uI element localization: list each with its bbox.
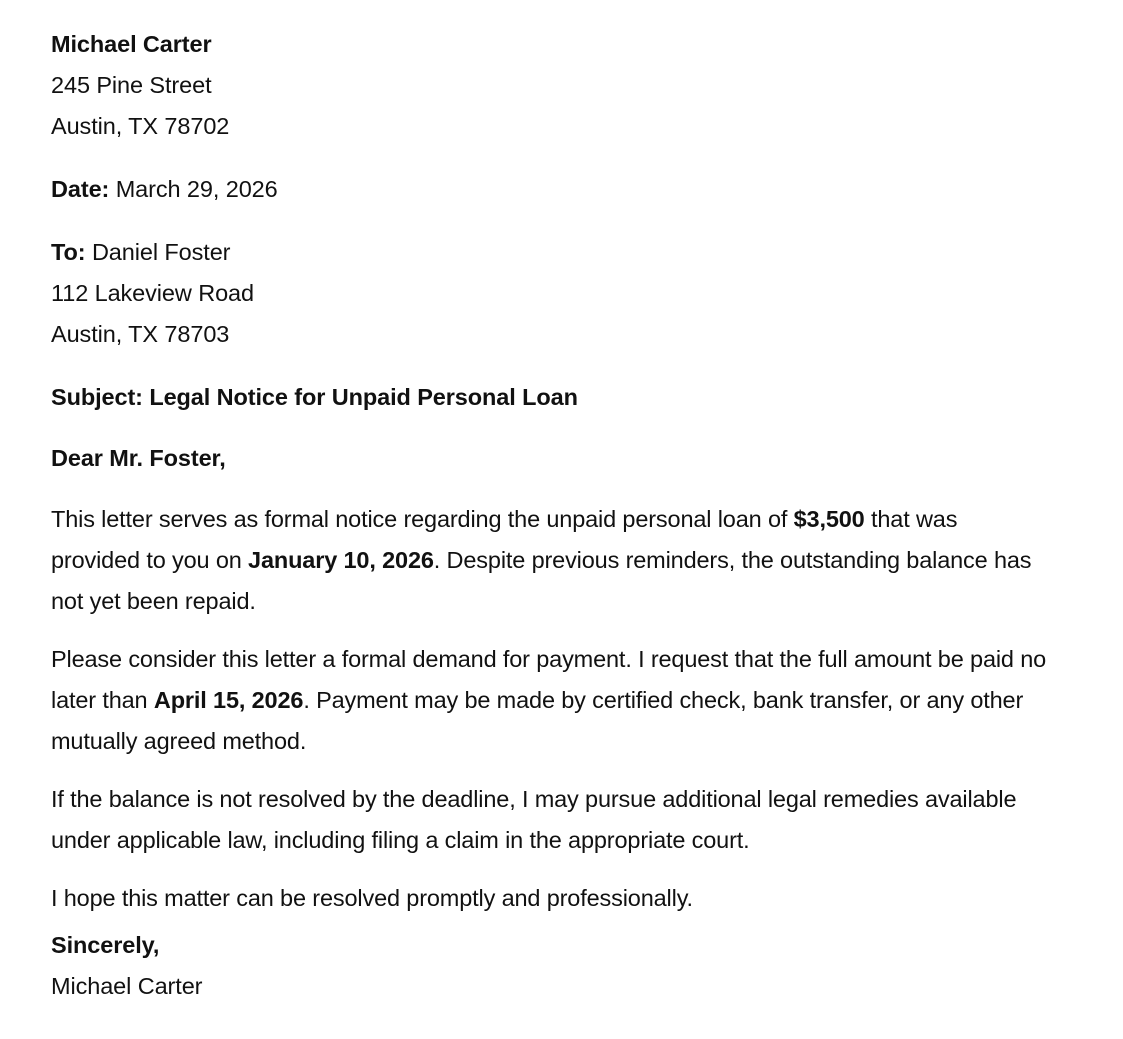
p1-part-c: . Despite previous reminders, the outstanding balance has not yet been repaid. <box>51 547 1032 614</box>
recipient-name-line <box>51 232 1071 273</box>
recipient-address-block <box>51 232 1071 355</box>
p1-part-a: This letter serves as formal notice regarding the unpaid personal loan of <box>51 506 794 532</box>
sender-street: 245 Pine Street <box>51 72 212 98</box>
p2-part-b: . Payment may be made by certified check, bank transfer, or any other mutually agreed method. <box>51 687 1024 754</box>
letter-body <box>51 499 1071 919</box>
body-paragraph-1 <box>51 499 1051 622</box>
body-paragraph-2 <box>51 639 1051 762</box>
sender-address-block <box>51 24 1071 147</box>
salutation <box>51 438 1071 479</box>
recipient-label: To: <box>51 239 86 265</box>
sender-name: Michael Carter <box>51 31 212 57</box>
p2-part-a: Please consider this letter a formal demand for payment. I request that the full amount be paid no later than <box>51 646 1047 713</box>
date-block <box>51 169 1071 210</box>
sender-city-state-zip: Austin, TX 78702 <box>51 113 230 139</box>
p1-loan-date: January 10, 2026 <box>248 547 434 573</box>
p1-part-b: that was provided to you on <box>51 506 958 573</box>
date-label: Date: <box>51 176 110 202</box>
valediction: Sincerely, <box>51 932 160 958</box>
p1-loan-amount: $3,500 <box>793 506 865 532</box>
recipient-street: 112 Lakeview Road <box>51 280 254 306</box>
recipient-city-state-zip: Austin, TX 78703 <box>51 321 230 347</box>
signature-name: Michael Carter <box>51 973 203 999</box>
recipient-name: Daniel Foster <box>91 239 231 265</box>
subject-line: Subject: Legal Notice for Unpaid Personal Loan <box>51 384 578 410</box>
body-paragraph-3: If the balance is not resolved by the deadline, I may pursue additional legal remedies available under applicable law, including filing a claim in the appropriate court. <box>51 786 1017 853</box>
p2-due-date: April 15, 2026 <box>153 687 304 713</box>
date-value: March 29, 2026 <box>115 176 278 202</box>
closing-block <box>51 925 1071 1007</box>
body-paragraph-4: I hope this matter can be resolved promptly and professionally. <box>51 885 693 911</box>
salutation-text: Dear Mr. Foster, <box>51 445 226 471</box>
date-line <box>51 169 1071 210</box>
